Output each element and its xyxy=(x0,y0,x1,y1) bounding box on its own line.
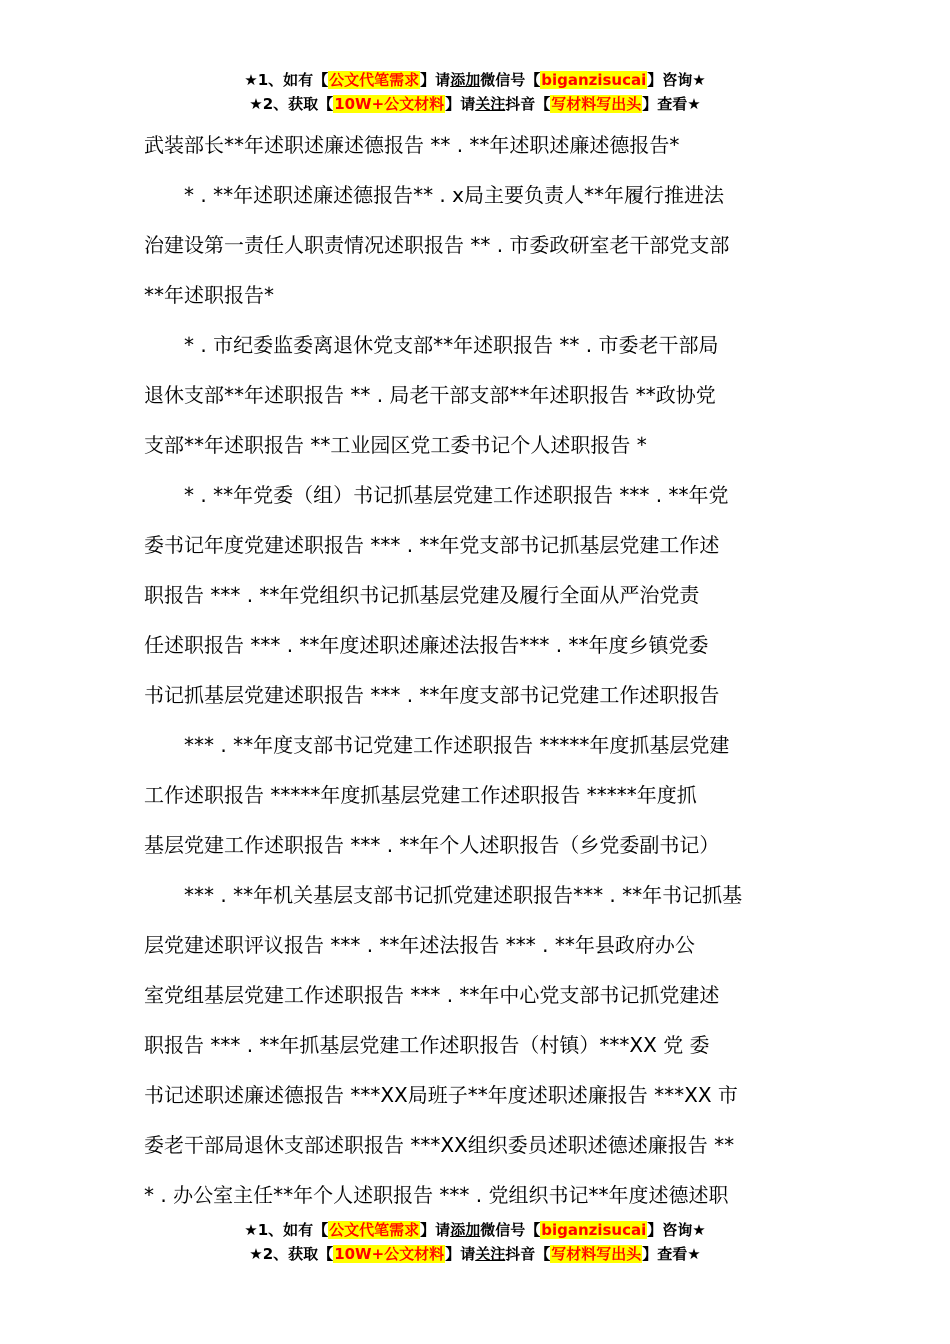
footer-banner xyxy=(0,1218,950,1266)
header-banner-line-1 xyxy=(0,68,950,92)
header-banner-line-2 xyxy=(0,92,950,116)
body-line: 层党建述职评议报告 *** . **年述法报告 *** . **年县政府办公 xyxy=(144,933,695,957)
body-line: * . **年述职述廉述德报告** . x局主要负责人**年履行推进法 xyxy=(184,183,724,207)
body-line: 委老干部局退休支部述职报告 ***XX组织委员述职述德述廉报告 ** xyxy=(144,1133,735,1157)
header-line1-suffix: 】咨询★ xyxy=(647,71,706,89)
header-line2-mid1: 】请 xyxy=(445,95,476,113)
body-line: 书记抓基层党建述职报告 *** . **年度支部书记党建工作述职报告 xyxy=(144,683,720,707)
footer-line2-highlight-douyin: 写材料写出头 xyxy=(551,1245,642,1263)
footer-line1-suffix: 】咨询★ xyxy=(647,1221,706,1239)
header-line1-emphasis: 添加 xyxy=(450,71,481,89)
footer-line1-highlight-wechat: biganzisucai xyxy=(541,1221,647,1239)
header-line2-prefix: ★2、获取【 xyxy=(249,95,334,113)
header-line1-highlight-service: 公文代笔需求 xyxy=(329,71,420,89)
body-line: 治建设第一责任人职责情况述职报告 ** . 市委政研室老干部党支部 xyxy=(144,233,730,257)
document-body xyxy=(144,120,806,1220)
body-line: **年述职报告* xyxy=(144,283,274,307)
body-line: 退休支部**年述职报告 ** . 局老干部支部**年述职报告 **政协党 xyxy=(144,383,716,407)
body-line: *** . **年机关基层支部书记抓党建述职报告*** . **年书记抓基 xyxy=(184,883,743,907)
body-line: 基层党建工作述职报告 *** . **年个人述职报告（乡党委副书记） xyxy=(144,833,720,857)
footer-line2-mid2: 抖音【 xyxy=(505,1245,551,1263)
body-line: *** . **年度支部书记党建工作述职报告 *****年度抓基层党建 xyxy=(184,733,730,757)
header-line2-suffix: 】查看★ xyxy=(642,95,701,113)
body-line: 室党组基层党建工作述职报告 *** . **年中心党支部书记抓党建述 xyxy=(144,983,720,1007)
body-line: * . **年党委（组）书记抓基层党建工作述职报告 *** . **年党 xyxy=(184,483,729,507)
body-line: * . 市纪委监委离退休党支部**年述职报告 ** . 市委老干部局 xyxy=(184,333,719,357)
footer-line1-highlight-service: 公文代笔需求 xyxy=(329,1221,420,1239)
footer-banner-line-2 xyxy=(0,1242,950,1266)
footer-line2-highlight-materials: 10W+公文材料 xyxy=(334,1245,445,1263)
header-line1-mid2: 微信号【 xyxy=(480,71,541,89)
body-line: * . 办公室主任**年个人述职报告 *** . 党组织书记**年度述德述职 xyxy=(144,1183,729,1207)
footer-line1-prefix: ★1、如有【 xyxy=(244,1221,329,1239)
header-line2-emphasis: 关注 xyxy=(475,95,506,113)
body-line: 职报告 *** . **年党组织书记抓基层党建及履行全面从严治党责 xyxy=(144,583,700,607)
footer-line1-emphasis: 添加 xyxy=(450,1221,481,1239)
footer-line2-mid1: 】请 xyxy=(445,1245,476,1263)
header-banner xyxy=(0,68,950,116)
body-line: 工作述职报告 *****年度抓基层党建工作述职报告 *****年度抓 xyxy=(144,783,697,807)
header-line2-mid2: 抖音【 xyxy=(505,95,551,113)
body-line: 职报告 *** . **年抓基层党建工作述职报告（村镇）***XX 党 委 xyxy=(144,1033,710,1057)
body-line: 武装部长**年述职述廉述德报告 ** . **年述职述廉述德报告* xyxy=(144,133,680,157)
body-line: 任述职报告 *** . **年度述职述廉述法报告*** . **年度乡镇党委 xyxy=(144,633,709,657)
body-line: 书记述职述廉述德报告 ***XX局班子**年度述职述廉报告 ***XX 市 xyxy=(144,1083,738,1107)
footer-line1-mid2: 微信号【 xyxy=(480,1221,541,1239)
footer-line1-mid1: 】请 xyxy=(420,1221,451,1239)
footer-line2-suffix: 】查看★ xyxy=(642,1245,701,1263)
header-line1-prefix: ★1、如有【 xyxy=(244,71,329,89)
footer-line2-prefix: ★2、获取【 xyxy=(249,1245,334,1263)
body-line: 委书记年度党建述职报告 *** . **年党支部书记抓基层党建工作述 xyxy=(144,533,720,557)
footer-banner-line-1 xyxy=(0,1218,950,1242)
footer-line2-emphasis: 关注 xyxy=(475,1245,506,1263)
header-line1-highlight-wechat: biganzisucai xyxy=(541,71,647,89)
body-line: 支部**年述职报告 **工业园区党工委书记个人述职报告 * xyxy=(144,433,647,457)
header-line2-highlight-douyin: 写材料写出头 xyxy=(551,95,642,113)
header-line2-highlight-materials: 10W+公文材料 xyxy=(334,95,445,113)
header-line1-mid1: 】请 xyxy=(420,71,451,89)
